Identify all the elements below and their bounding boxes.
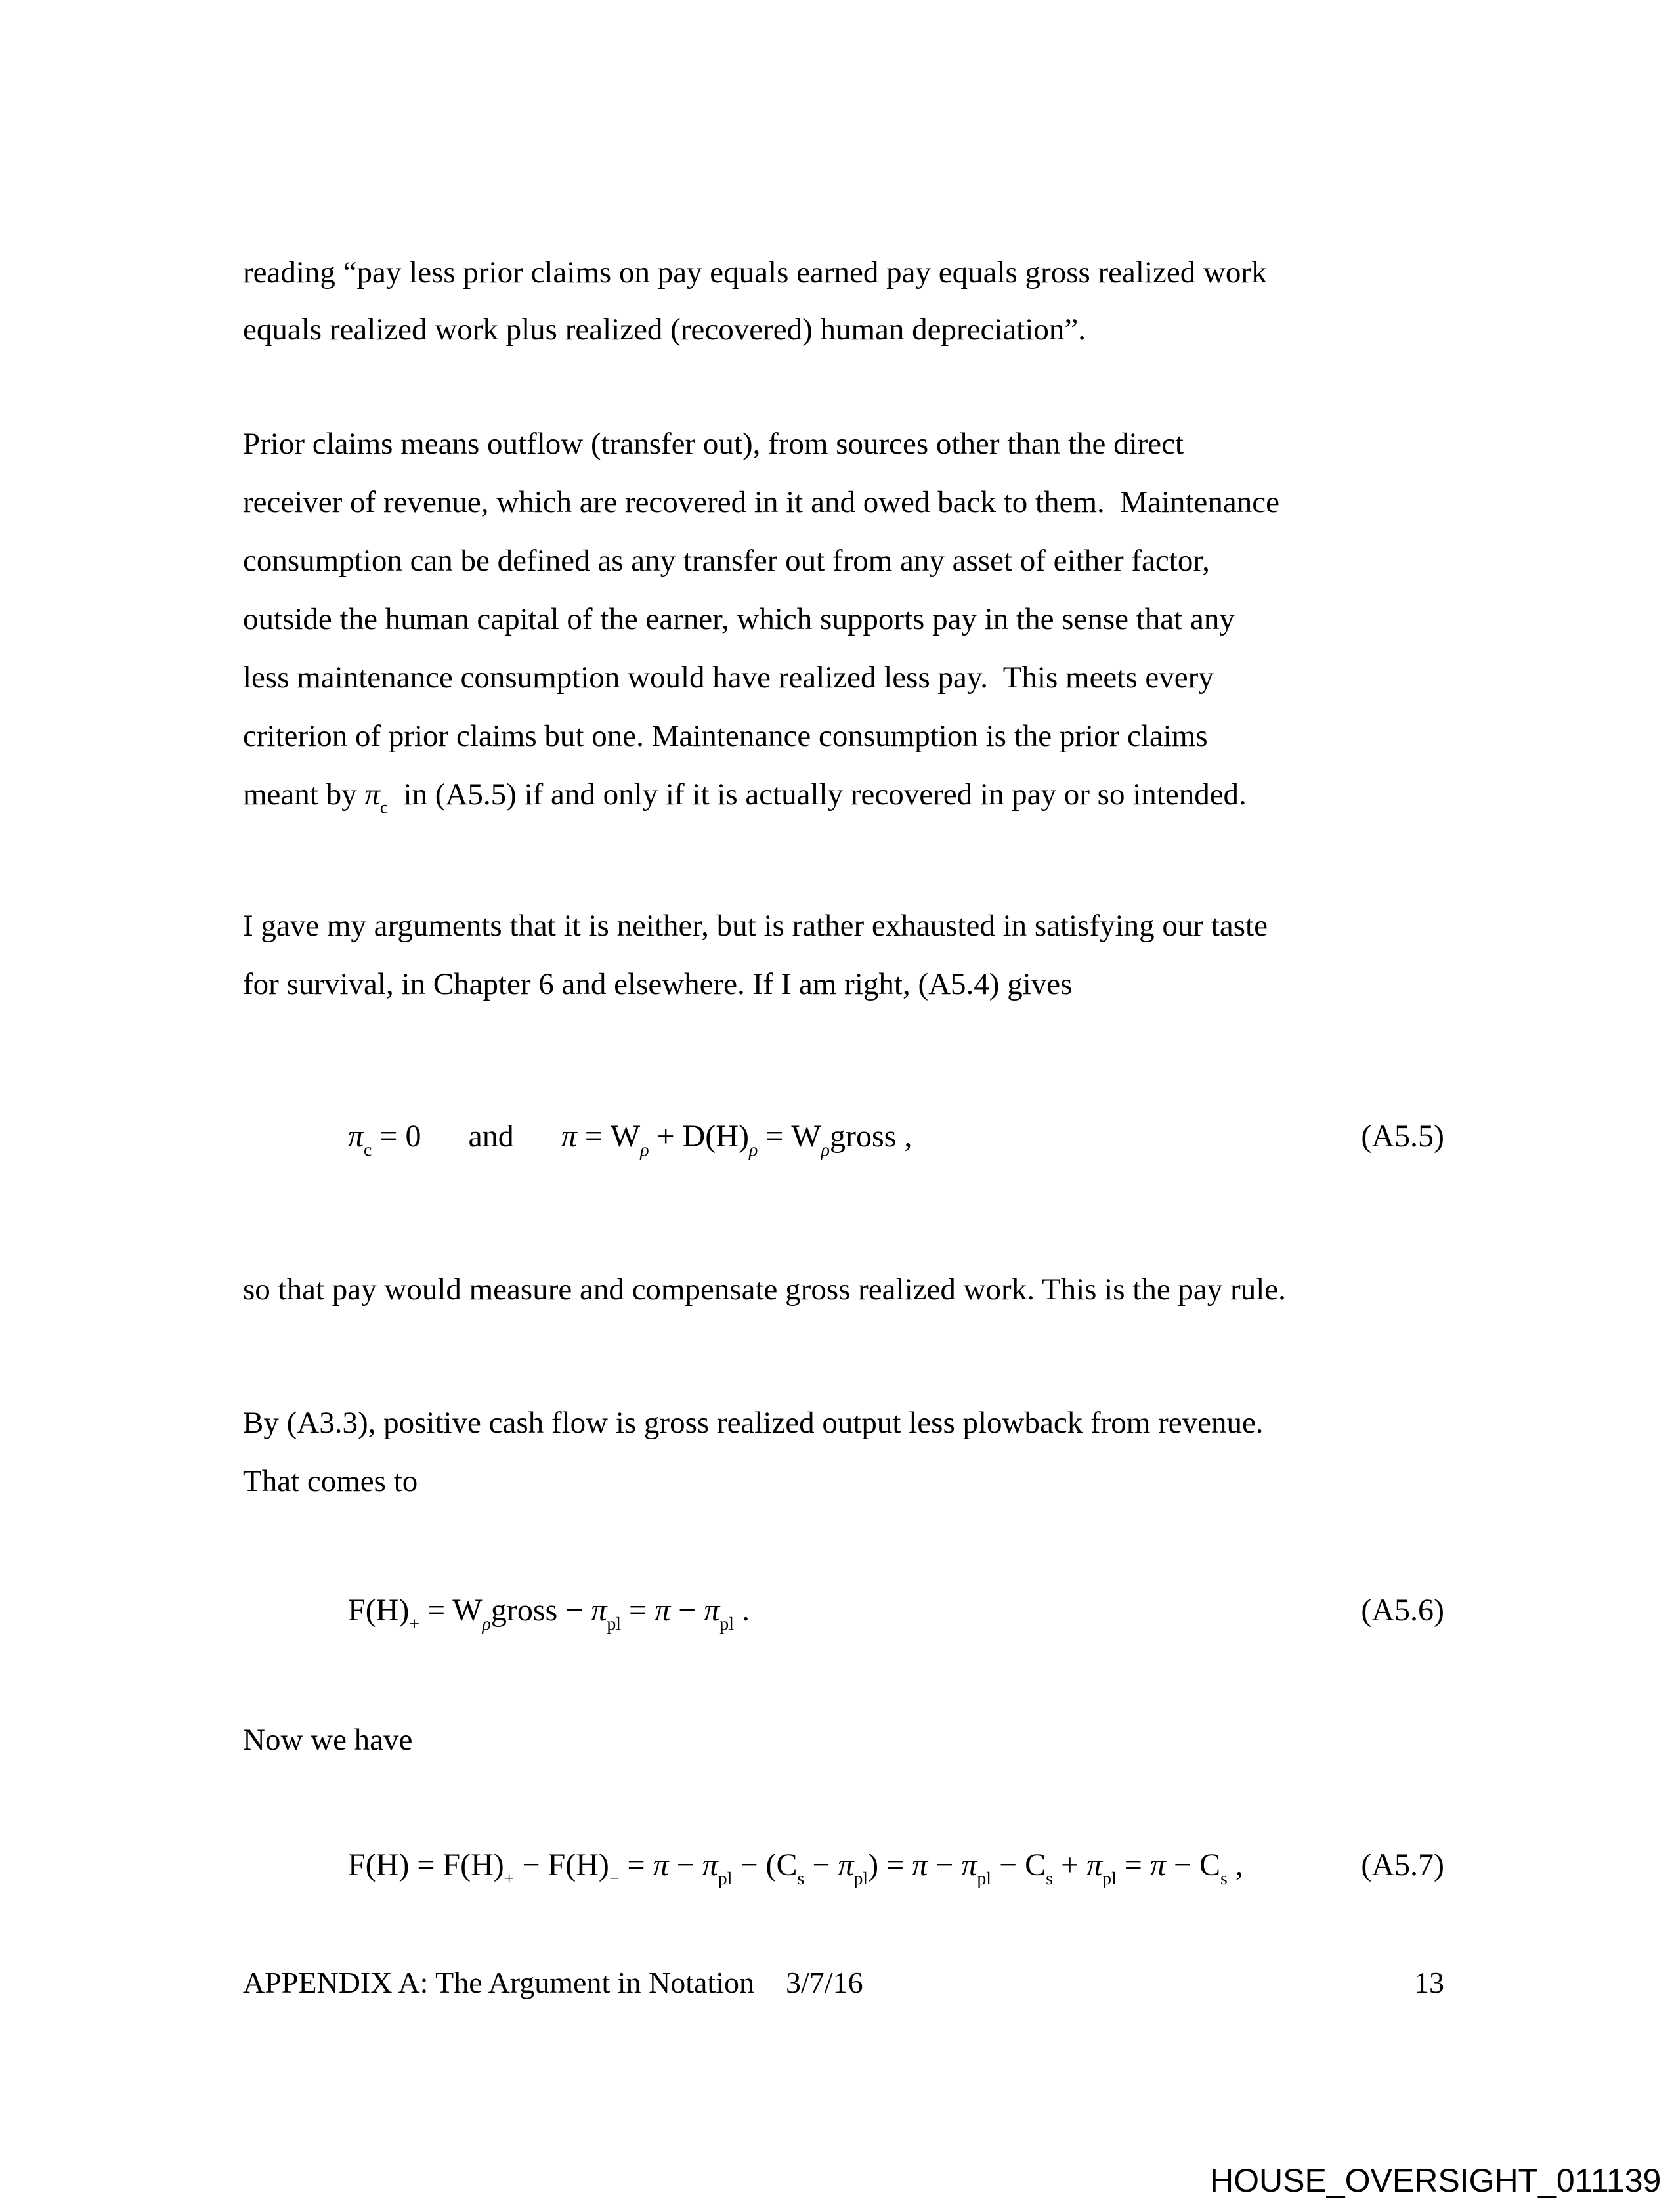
equation-term: + <box>1052 1848 1087 1882</box>
text-line: That comes to <box>243 1464 418 1498</box>
paragraph <box>243 897 1444 1014</box>
inline-math-pi-symbol: π <box>364 777 380 812</box>
text-line: less maintenance consumption would have realized less pay. This meets every <box>243 661 1214 695</box>
equation-subscript: ρ <box>748 1139 758 1160</box>
equation-subscript: pl <box>719 1613 734 1634</box>
equation-a5-6 <box>243 1578 1444 1643</box>
text-run: in (A5.5) if and only if it is actually recovered in pay or so intended. <box>388 777 1247 812</box>
equation-term: − C <box>991 1848 1046 1882</box>
equation-term: , <box>1227 1848 1243 1882</box>
paragraph <box>243 1394 1444 1511</box>
equation-body <box>348 1832 1243 1898</box>
equation-subscript: ρ <box>640 1139 649 1160</box>
text-line: receiver of revenue, which are recovered in it and owed back to them. Maintenance <box>243 485 1279 519</box>
equation-subscript: ρ <box>482 1613 491 1634</box>
paragraph <box>243 1711 1444 1769</box>
equation-body <box>348 1578 750 1643</box>
text-line: consumption can be defined as any transfer out from any asset of either factor, <box>243 544 1210 578</box>
equation-subscript: − <box>609 1868 620 1889</box>
equation-subscript: + <box>409 1613 420 1634</box>
equation-term: − F(H) <box>514 1848 609 1882</box>
text-line: for survival, in Chapter 6 and elsewhere. If I am right, (A5.4) gives <box>243 967 1073 1001</box>
text-line: equals realized work plus realized (recovered) human depreciation”. <box>243 313 1086 347</box>
footer-date: 3/7/16 <box>786 1966 863 1999</box>
equation-term: = W <box>576 1119 641 1154</box>
equation-label: (A5.6) <box>1361 1593 1444 1628</box>
text-line: Prior claims means outflow (transfer out), from sources other than the direct <box>243 427 1184 461</box>
equation-term: F(H) <box>348 1593 410 1628</box>
paragraph <box>243 415 1444 824</box>
equation-subscript: pl <box>718 1868 733 1889</box>
equation-term: ) = <box>868 1848 912 1882</box>
equation-a5-7 <box>243 1832 1444 1898</box>
equation-term: . <box>733 1593 750 1628</box>
equation-term: π <box>838 1848 854 1882</box>
equation-term: π <box>1086 1848 1103 1882</box>
footer-appendix-label: APPENDIX A: The Argument in Notation <box>243 1966 755 1999</box>
inline-math-subscript: c <box>379 797 388 817</box>
equation-term: = W <box>758 1119 821 1154</box>
text-line: Now we have <box>243 1723 413 1757</box>
equation-term: π <box>561 1119 577 1154</box>
paragraph <box>243 244 1444 358</box>
equation-a5-5 <box>243 1104 1444 1169</box>
equation-term: − <box>670 1593 704 1628</box>
equation-term: π <box>704 1593 720 1628</box>
equation-term: π <box>702 1848 718 1882</box>
equation-term: − <box>668 1848 702 1882</box>
equation-term: = <box>619 1848 653 1882</box>
equation-subscript: ρ <box>821 1139 830 1160</box>
text-line: outside the human capital of the earner, which supports pay in the sense that any <box>243 602 1235 636</box>
text-line <box>243 766 1444 824</box>
equation-term: π <box>655 1593 671 1628</box>
equation-term: π <box>591 1593 607 1628</box>
equation-term: F(H) = F(H) <box>348 1848 504 1882</box>
equation-term: = <box>1116 1848 1150 1882</box>
page-number: 13 <box>1414 1966 1444 1999</box>
text-line: so that pay would measure and compensate gross realized work. This is the pay rule. <box>243 1272 1286 1307</box>
equation-term: − <box>804 1848 838 1882</box>
text-line: reading “pay less prior claims on pay equals earned pay equals gross realized work <box>243 255 1267 290</box>
equation-subscript: pl <box>607 1613 622 1634</box>
equation-term: π <box>961 1848 977 1882</box>
equation-subscript: pl <box>977 1868 992 1889</box>
equation-label: (A5.5) <box>1361 1119 1444 1154</box>
text-line: I gave my arguments that it is neither, but is rather exhausted in satisfying our taste <box>243 909 1268 943</box>
equation-term: π <box>348 1119 364 1154</box>
equation-term: gross , <box>830 1119 920 1154</box>
equation-subscript: pl <box>1102 1868 1117 1889</box>
equation-term: π <box>653 1848 669 1882</box>
equation-term: π <box>1149 1848 1166 1882</box>
equation-subscript: pl <box>853 1868 869 1889</box>
equation-term: = 0 and <box>372 1119 561 1154</box>
equation-subscript: c <box>364 1139 372 1160</box>
bates-stamp: HOUSE_OVERSIGHT_011139 <box>1210 2162 1662 2199</box>
equation-term: − (C <box>732 1848 798 1882</box>
paragraph <box>243 1261 1444 1319</box>
footer <box>243 1963 1444 2003</box>
equation-term: − C <box>1165 1848 1220 1882</box>
equation-subscript: + <box>504 1868 515 1889</box>
equation-term: + D(H) <box>649 1119 749 1154</box>
equation-body <box>348 1104 920 1169</box>
text-line: criterion of prior claims but one. Maintenance consumption is the prior claims <box>243 719 1208 753</box>
equation-term: gross − <box>490 1593 591 1628</box>
equation-subscript: s <box>1046 1868 1053 1889</box>
equation-term: π <box>912 1848 928 1882</box>
text-run: meant by <box>243 777 365 812</box>
equation-label: (A5.7) <box>1361 1848 1444 1882</box>
text-line: By (A3.3), positive cash flow is gross realized output less plowback from revenue. <box>243 1406 1264 1440</box>
equation-term: = <box>621 1593 655 1628</box>
equation-subscript: s <box>797 1868 805 1889</box>
equation-subscript: s <box>1220 1868 1228 1889</box>
equation-term: − <box>928 1848 962 1882</box>
equation-term: = W <box>419 1593 483 1628</box>
